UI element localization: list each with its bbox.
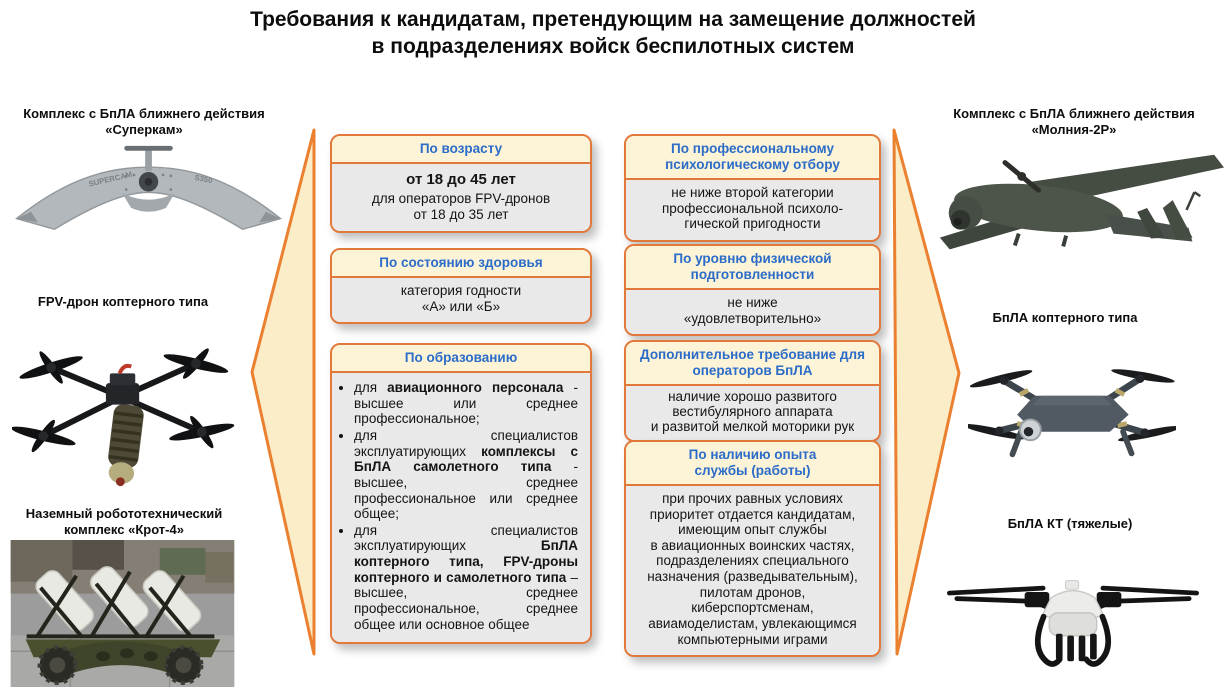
- req-box-age: [330, 134, 592, 233]
- education-bullet: • для специалистов эксплуатирующих комплексы с БпЛА самолетного типа - высшее, среднее профессиональное или среднее общее;: [354, 428, 578, 522]
- health-body-line: «А» или «Б»: [421, 298, 501, 314]
- req-box-experience-header: По наличию опыта службы (работы): [626, 442, 879, 486]
- req-box-physical-header: По уровню физической подготовленности: [626, 246, 879, 290]
- psych-body-line: не ниже второй категории: [671, 184, 834, 200]
- fpv-quadcopter-image: [12, 326, 237, 498]
- page-title-line1: Требования к кандидатам, претендующим на замещение должностей: [250, 8, 976, 31]
- req-box-psych-header: По профессиональному психологическому отбору: [626, 136, 879, 180]
- additional-body-line: вестибулярного аппарата: [672, 403, 833, 419]
- experience-body-line: компьютерными играми: [677, 631, 828, 647]
- psych-body-line: гической пригодности: [684, 216, 821, 232]
- req-box-experience: [624, 440, 881, 657]
- page-title: [0, 6, 1226, 61]
- physical-body-line: «удовлетворительно»: [683, 310, 822, 326]
- left-arrow-shape: [248, 126, 318, 658]
- page-title-line2: в подразделениях войск беспилотных систем: [371, 35, 855, 59]
- req-box-age-header: По возрасту: [332, 136, 590, 164]
- figure-label-heavy-uav: БпЛА КТ (тяжелые): [1007, 516, 1133, 531]
- experience-body-line: имеющим опыт службы: [678, 522, 827, 538]
- krot-4-ground-robot-photo: [10, 540, 235, 687]
- req-box-health-header: По состоянию здоровья: [332, 250, 590, 278]
- right-arrow-shape: [888, 126, 964, 658]
- age-body-line: от 18 до 35 лет: [413, 206, 509, 222]
- figure-label-molniya: Комплекс с БпЛА ближнего действия «Молния-2Р»: [953, 106, 1195, 138]
- experience-body-line: приоритет отдается кандидатам,: [649, 506, 856, 522]
- req-box-health-body: [332, 278, 590, 322]
- figure-label-krot4: Наземный робототехнический комплекс «Крот-4»: [25, 506, 223, 538]
- education-bullet: • для авиационного персонала - высшее или среднее профессиональное;: [354, 380, 578, 427]
- age-body-line: для операторов FPV-дронов: [371, 191, 551, 207]
- figure-label-supercam: Комплекс с БпЛА ближнего действия «Суперкам»: [23, 106, 265, 138]
- figure-label-copter-uav: БпЛА коптерного типа: [992, 310, 1138, 325]
- experience-body-line: пилотам дронов,: [699, 584, 806, 600]
- req-box-health: [330, 248, 592, 324]
- req-box-experience-body: [626, 486, 879, 656]
- req-box-physical-body: [626, 290, 879, 334]
- req-box-additional-body: [626, 386, 879, 441]
- experience-body-line: киберспортсменам,: [691, 600, 814, 616]
- molniya-2r-fixed-wing-uav-image: [928, 150, 1224, 262]
- health-body-line: категория годности: [400, 282, 522, 298]
- req-box-additional-operators: [624, 340, 881, 442]
- experience-body-line: в авиационных воинских частях,: [650, 537, 855, 553]
- experience-body-line: при прочих равных условиях: [662, 490, 843, 506]
- additional-body-line: и развитой мелкой моторики рук: [650, 418, 855, 434]
- req-box-psych-selection: [624, 134, 881, 242]
- req-box-education-header: По образованию: [332, 345, 590, 373]
- req-box-psych-body: [626, 180, 879, 240]
- req-box-education: [330, 343, 592, 644]
- education-bullet: • для специалистов эксплуатирующих БпЛА коптерного типа, FPV-дроны коптерного и самолетного типа – высшее, среднее профессиональное, среднее общее или основное общее: [354, 523, 578, 633]
- psych-body-line: профессиональной психоло-: [661, 200, 844, 216]
- supercam-wing-marking: SUPERCAM: [87, 169, 134, 189]
- experience-body-line: назначения (разведывательным),: [647, 569, 858, 585]
- copter-type-uav-image: [968, 338, 1176, 480]
- req-box-age-body: [332, 164, 590, 231]
- age-range-emphasis: от 18 до 45 лет: [406, 170, 516, 188]
- heavy-copter-uav-image: [938, 556, 1208, 684]
- supercam-model-marking: S350: [193, 172, 214, 186]
- supercam-flying-wing-uav-image: [12, 141, 287, 238]
- req-box-physical-fitness: [624, 244, 881, 336]
- experience-body-line: авиамоделистам, увлекающимся: [648, 616, 857, 632]
- experience-body-line: подразделениях специального: [656, 553, 849, 569]
- additional-body-line: наличие хорошо развитого: [668, 388, 837, 404]
- physical-body-line: не ниже: [727, 294, 778, 310]
- req-box-additional-header: Дополнительное требование для операторов БпЛА: [626, 342, 879, 386]
- figure-label-fpv-drone: FPV-дрон коптерного типа: [37, 294, 209, 309]
- req-box-education-body: [332, 373, 590, 643]
